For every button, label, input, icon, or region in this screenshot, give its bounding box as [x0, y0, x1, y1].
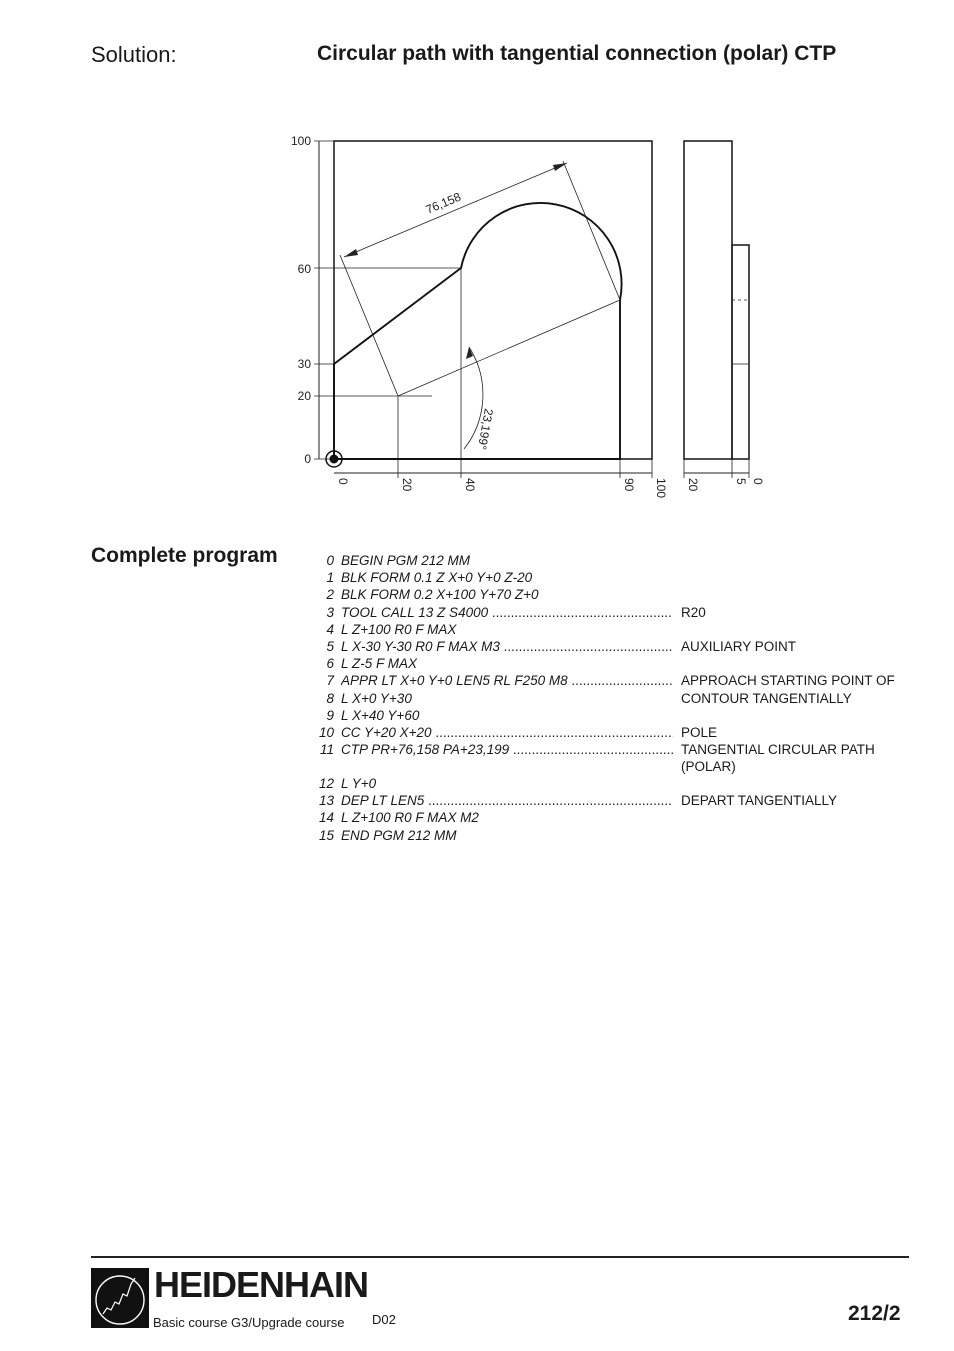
line-code: L Z+100 R0 F MAX	[341, 621, 457, 637]
program-line	[304, 552, 924, 569]
line-number: 14	[318, 810, 334, 826]
program-listing	[304, 552, 924, 844]
course-name: Basic course G3/Upgrade course	[153, 1315, 345, 1330]
line-code: DEP LT LEN5 .....	[341, 792, 673, 809]
line-number: 0	[326, 553, 334, 568]
line-code: BLK FORM 0.2 X+100 Y+70 Z+0	[341, 587, 539, 603]
line-number: 7	[326, 673, 334, 689]
side-view-block	[684, 141, 732, 459]
program-line	[304, 775, 924, 792]
length-dimension-line	[344, 163, 567, 257]
side-tick-5: 5	[734, 478, 748, 485]
program-line	[304, 809, 924, 826]
brand-name: HEIDENHAIN	[154, 1264, 369, 1305]
line-number: 11	[319, 742, 334, 758]
line-code: BEGIN PGM 212 MM	[341, 553, 471, 568]
program-line	[304, 638, 924, 655]
side-tick-20: 20	[686, 478, 700, 492]
program-line	[304, 690, 924, 707]
contour-path	[334, 203, 622, 459]
line-number: 4	[326, 621, 334, 637]
line-code: APPR LT X+0 Y+0 LEN5 RL F250 M8 .....	[341, 672, 673, 689]
y-tick-60: 60	[297, 262, 311, 276]
line-number: 12	[318, 776, 334, 792]
line-code: L X+40 Y+60	[341, 707, 420, 723]
line-number: 10	[318, 724, 334, 740]
technical-drawing	[0, 0, 954, 510]
line-code: L Z-5 F MAX	[341, 656, 418, 672]
line-number: 5	[326, 638, 334, 654]
program-line	[304, 707, 924, 724]
line-comment: DEPART TANGENTIALLY	[681, 793, 838, 809]
program-line	[304, 792, 924, 809]
program-heading: Complete program	[91, 544, 278, 567]
angle-dimension-label: 23,199°	[474, 407, 496, 451]
heidenhain-logo-icon	[91, 1268, 149, 1328]
line-number: 8	[326, 690, 334, 706]
line-comment: AUXILIARY POINT	[681, 638, 797, 654]
line-number: 3	[326, 604, 334, 620]
x-tick-100: 100	[654, 478, 668, 499]
line-code: L Y+0	[341, 776, 377, 792]
y-tick-0: 0	[304, 452, 311, 466]
program-line	[304, 569, 924, 586]
page-title: Circular path with tangential connection (polar) CTP	[317, 42, 837, 65]
line-number: 15	[318, 827, 334, 843]
line-number: 13	[318, 793, 334, 809]
line-comment: POLE	[681, 724, 718, 740]
line-code: END PGM 212 MM	[341, 827, 457, 843]
line-comment: R20	[681, 604, 706, 620]
line-comment: APPROACH STARTING POINT OF	[681, 673, 895, 689]
program-line	[304, 741, 924, 775]
program-line	[304, 586, 924, 603]
line-number: 2	[326, 587, 334, 603]
line-number: 1	[326, 570, 334, 586]
program-line	[304, 604, 924, 621]
line-comment: CONTOUR TANGENTIALLY	[681, 690, 852, 706]
footer-rule	[91, 1256, 909, 1258]
line-code: CTP PR+76,158 PA+23,199 .....	[341, 741, 673, 758]
line-code: BLK FORM 0.1 Z X+0 Y+0 Z-20	[341, 570, 533, 586]
course-code: D02	[372, 1312, 396, 1327]
x-tick-0: 0	[336, 478, 350, 485]
length-dimension-label: 76,158	[423, 189, 463, 217]
side-tick-0: 0	[751, 478, 765, 485]
line-code: L X+0 Y+30	[341, 690, 412, 706]
x-tick-20: 20	[400, 478, 414, 492]
line-code: CC Y+20 X+20 .....	[341, 724, 673, 741]
y-tick-100: 100	[290, 134, 311, 148]
program-line	[304, 672, 924, 689]
solution-label: Solution:	[91, 42, 177, 67]
line-code: TOOL CALL 13 Z S4000 .....	[341, 604, 673, 621]
line-code: L Z+100 R0 F MAX M2	[341, 810, 479, 826]
x-tick-90: 90	[622, 478, 636, 492]
program-line	[304, 827, 924, 844]
line-number: 9	[326, 707, 334, 723]
program-line	[304, 621, 924, 638]
y-tick-20: 20	[297, 389, 311, 403]
line-comment: TANGENTIAL CIRCULAR PATH (POLAR)	[681, 742, 875, 775]
page-number: 212/2	[848, 1302, 901, 1325]
line-code: L X-30 Y-30 R0 F MAX M3 .....	[341, 638, 673, 655]
program-line	[304, 724, 924, 741]
x-tick-40: 40	[463, 478, 477, 492]
program-line	[304, 655, 924, 672]
side-view-step	[732, 245, 749, 459]
line-number: 6	[326, 656, 334, 672]
y-tick-30: 30	[297, 357, 311, 371]
